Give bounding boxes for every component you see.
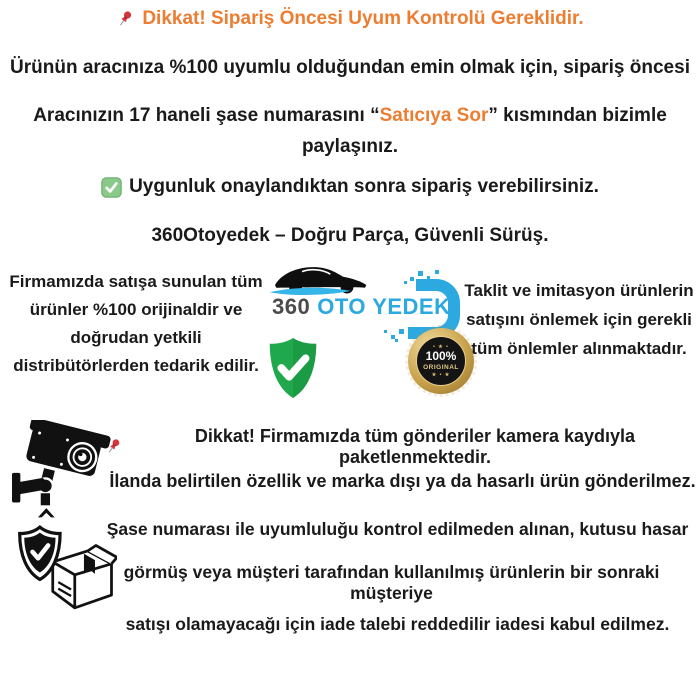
anti-counterfeit-note: Taklit ve imitasyon ürünlerin satışını önlemek için gerekli tüm önlemler alınmaktadır.	[464, 281, 694, 358]
page-title: Dikkat! Sipariş Öncesi Uyum Kontrolü Gereklidir.	[142, 8, 584, 29]
car-logo-icon	[268, 262, 372, 298]
cctv-camera-icon	[12, 420, 114, 522]
badge-stars-bottom: ★ • ★	[431, 372, 451, 378]
returns-note-line2: görmüş veya müşteri tarafından kullanılmış ürünlerin bir sonraki müşteriye	[123, 562, 660, 603]
logo-wordmark	[272, 294, 451, 320]
badge-stars-top: • ★ •	[433, 344, 449, 350]
packaging-camera-row	[105, 426, 700, 468]
badge-percent: 100%	[425, 349, 457, 363]
badge-label: ORIGINAL	[423, 364, 459, 371]
brand-logo	[250, 262, 470, 402]
approval-note: Uygunluk onaylandıktan sonra sipariş verebilirsiniz.	[129, 176, 599, 197]
check-mark-icon	[101, 177, 122, 198]
ask-seller-highlight: Satıcıya Sor	[379, 105, 489, 126]
returns-note-line1: Şase numarası ile uyumluluğu kontrol edilmeden alınan, kutusu hasar	[106, 519, 689, 539]
logo-name: OTO YEDEK	[317, 294, 451, 319]
chassis-note-text	[20, 100, 680, 162]
packaging-camera-note: Dikkat! Firmamızda tüm gönderiler kamera kaydıyla paketlenmektedir.	[194, 426, 636, 467]
pushpin-icon	[105, 438, 123, 456]
original-products-note: Firmamızda satışa sunulan tüm ürünler %100 orijinaldir ve doğrudan yetkili distribütörlerden tedarik edilir.	[9, 272, 263, 375]
logo-number: 360	[272, 294, 311, 319]
brand-slogan: 360Otoyedek – Doğru Parça, Güvenli Sürüş.	[151, 225, 549, 246]
listing-accuracy-note: İlanda belirtilen özellik ve marka dışı ya da hasarlı ürün gönderilmez.	[109, 471, 696, 491]
compatibility-note: Ürünün aracınıza %100 uyumlu olduğundan emin olmak için, sipariş öncesi	[10, 57, 690, 78]
shield-check-icon	[262, 336, 324, 400]
chassis-note-prefix: Aracınızın 17 haneli şase numarasını “	[33, 105, 380, 126]
heading-row	[0, 8, 700, 30]
chassis-note	[0, 100, 700, 162]
returns-note-line3: satışı olamayacağı için iade talebi reddedilir iadesi kabul edilmez.	[125, 614, 670, 634]
pushpin-icon	[116, 10, 135, 29]
approval-row	[0, 176, 700, 198]
chassis-note-suffix: ” kısmından bizimle paylaşınız.	[301, 105, 667, 157]
